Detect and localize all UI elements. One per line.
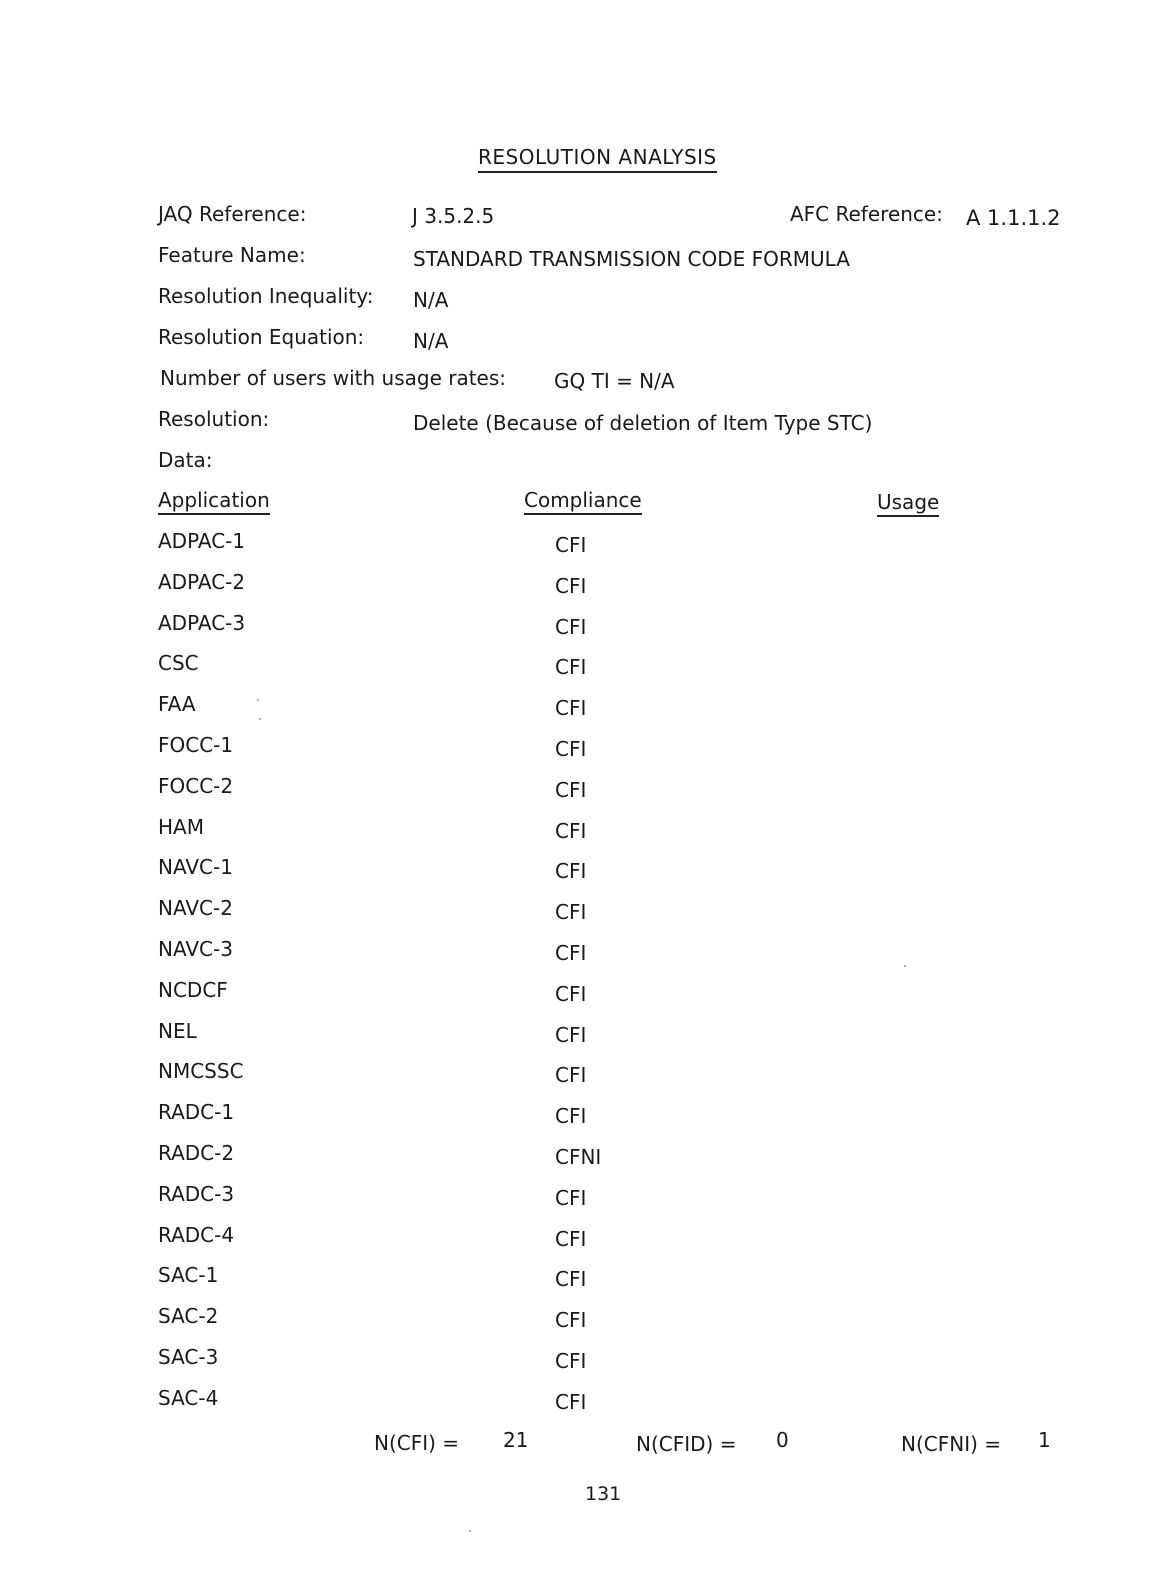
table-row-compliance: CFI [555,574,587,598]
table-row-compliance: CFI [555,1390,587,1414]
table-row-compliance: CFI [555,655,587,679]
resolution-equation-value: N/A [413,329,449,353]
table-row-compliance: CFI [555,1308,587,1332]
table-row-application: ADPAC-3 [158,611,246,635]
table-row-application: FOCC-1 [158,733,234,757]
table-row-compliance: CFI [555,859,587,883]
table-row-compliance: CFI [555,982,587,1006]
table-row-compliance: CFI [555,737,587,761]
total-cfi-value: 21 [503,1428,529,1452]
scan-speck [257,699,259,701]
table-row-compliance: CFI [555,778,587,802]
table-row-compliance: CFI [555,1227,587,1251]
table-row-application: NCDCF [158,978,228,1002]
total-cfni-value: 1 [1038,1428,1051,1452]
table-row-compliance: CFI [555,533,587,557]
table-row-application: ADPAC-2 [158,570,246,594]
feature-name-value: STANDARD TRANSMISSION CODE FORMULA [413,247,850,271]
table-row-application: HAM [158,815,204,839]
table-row-compliance: CFI [555,900,587,924]
resolution-label: Resolution: [158,407,270,431]
scan-speck [469,1530,471,1532]
table-row-application: SAC-1 [158,1263,219,1287]
users-usage-label: Number of users with usage rates: [160,366,507,390]
scan-speck [259,718,261,720]
table-row-application: NAVC-3 [158,937,233,961]
table-row-compliance: CFI [555,1349,587,1373]
table-row-application: SAC-3 [158,1345,219,1369]
table-row-application: NEL [158,1019,197,1043]
table-row-application: ADPAC-1 [158,529,246,553]
column-header-usage: Usage [877,490,939,517]
column-header-application: Application [158,488,270,515]
column-header-compliance: Compliance [524,488,642,515]
total-cfi-label: N(CFI) = [374,1431,460,1455]
table-row-compliance: CFI [555,1063,587,1087]
table-row-compliance: CFI [555,696,587,720]
jaq-reference-label: JAQ Reference: [158,202,307,226]
total-cfid-value: 0 [776,1428,789,1452]
afc-reference-label: AFC Reference: [790,202,943,226]
scan-speck [904,965,906,967]
table-row-application: CSC [158,651,199,675]
resolution-value: Delete (Because of deletion of Item Type STC) [413,411,873,435]
data-label: Data: [158,448,213,472]
resolution-inequality-label: Resolution Inequality: [158,284,374,308]
feature-name-label: Feature Name: [158,243,306,267]
table-row-compliance: CFNI [555,1145,602,1169]
table-row-application: SAC-4 [158,1386,219,1410]
table-row-application: FOCC-2 [158,774,234,798]
table-row-compliance: CFI [555,941,587,965]
page-title: RESOLUTION ANALYSIS [478,145,717,173]
table-row-application: NAVC-1 [158,855,233,879]
table-row-compliance: CFI [555,1023,587,1047]
table-row-application: NAVC-2 [158,896,233,920]
table-row-application: RADC-1 [158,1100,235,1124]
table-row-compliance: CFI [555,819,587,843]
resolution-inequality-value: N/A [413,288,449,312]
table-row-application: NMCSSC [158,1059,244,1083]
resolution-equation-label: Resolution Equation: [158,325,365,349]
table-row-compliance: CFI [555,1267,587,1291]
table-row-application: RADC-4 [158,1223,235,1247]
total-cfni-label: N(CFNI) = [901,1432,1002,1456]
users-usage-value: GQ TI = N/A [554,369,675,393]
table-row-application: FAA [158,692,196,716]
table-row-application: SAC-2 [158,1304,219,1328]
table-row-compliance: CFI [555,1186,587,1210]
total-cfid-label: N(CFID) = [636,1432,737,1456]
jaq-reference-value: J 3.5.2.5 [412,204,495,228]
page-number: 131 [585,1483,622,1505]
table-row-compliance: CFI [555,1104,587,1128]
table-row-application: RADC-3 [158,1182,235,1206]
table-row-application: RADC-2 [158,1141,235,1165]
afc-reference-value: A 1.1.1.2 [966,206,1061,230]
table-row-compliance: CFI [555,615,587,639]
